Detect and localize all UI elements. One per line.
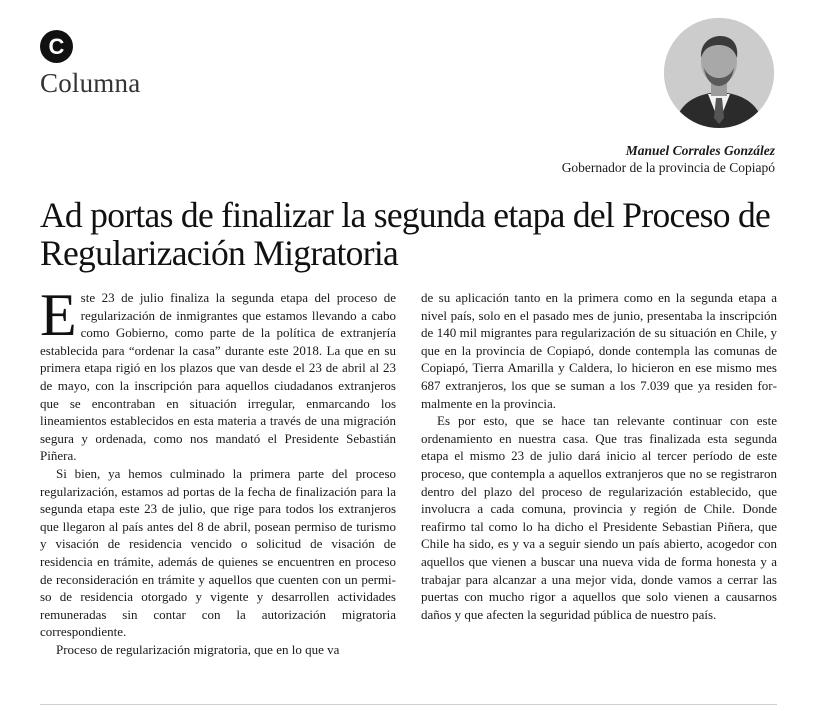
paragraph: Si bien, ya hemos culminado la primera parte del proceso regularización, estamos ad portas de la fecha de finalización para la segunda etapa este 23 de julio, que rige para todos los extranjeros que llegaron al país antes del 8 de abril, posean permiso de turismo y visación de residencia vencido o solicitud de visación de residencia en trámite, además de quienes se encuentren en proceso de reconsideración en trámite y aquellos que cuenten con un permiso de residencia otorgado y vigente y desarrollen actividades remuneradas sin contar con la autorización migratoria correspondiente. <box>40 465 396 640</box>
section-label: Columna <box>40 68 141 98</box>
headline: Ad portas de finalizar la segunda etapa del Proceso de Regularización Migratoria <box>40 195 771 273</box>
section-badge: C <box>40 30 73 63</box>
author-role: Gobernador de la provincia de Copiapó <box>561 160 775 175</box>
paragraph: Es por esto, que se hace tan relevante continuar con este ordenamiento en nuestra casa. Que tras finalizada esta segunda etapa el mismo 23 de julio dará inicio al tercer período de este proceso, que contempla a aquellos extranjeros que no se registraron dentro del plazo del proceso de regularización establecido, que involucra a cada comuna, provincia y región de Chile. Donde reafirmo tal como lo ha dicho el Presidente Sebastian Piñera, que Chile ha sido, es y va a seguir siendo un país abierto, acogedor con aquellos que vienen a buscar una nueva vida de forma honesta y a trabajar para alcanzar a una mejor vida, donde vamos a cerrar las puertas con mucho rigor a aquellos que solo vienen a causarnos daños y que afecten la seguridad pública de nuestro país. <box>421 413 777 622</box>
author-name: Manuel Corrales González <box>625 143 775 158</box>
author-photo <box>664 18 774 128</box>
article-body <box>40 282 777 658</box>
paragraph: Proceso de regularización migratoria, que en lo que va <box>56 641 340 657</box>
paragraph <box>40 282 396 465</box>
drop-cap: E <box>40 282 77 348</box>
column-right <box>421 289 777 658</box>
page-divider <box>40 704 777 705</box>
column-left <box>40 282 396 658</box>
paragraph: de su aplicación tanto en la primera como en la segunda etapa a nivel país, solo en el pasado mes de junio, presentaba la inscripción de 140 mil migrantes para regularización de su situación en Chile, y que en la provincia de Copiapó, donde contempla las comunas de Copiapó, Tierra Amarilla y Caldera, lo hicieron en ese mismo mes 687 extranjeros, los que se suman a los 7.039 que ya residen formalmente en la provincia. <box>421 290 777 411</box>
paragraph-text: ste 23 de julio finaliza la segunda etapa del proceso de regularización de inmigrantes que estamos llevando a cabo como Gobierno, como parte de la política de extranjería establecida para “ordenar la casa” durante este 2018. La que en su primera etapa rigió en los plazos que van desde el 23 de abril al 23 de mayo, con la inscripción para aquellos ciudadanos extranjeros que se encontraban en situación irregular, enmarcando los lineamientos establecidos en esta materia a través de una migración segura y ordenada, como nos mandató el Presidente Sebastián Piñera. <box>40 290 396 464</box>
